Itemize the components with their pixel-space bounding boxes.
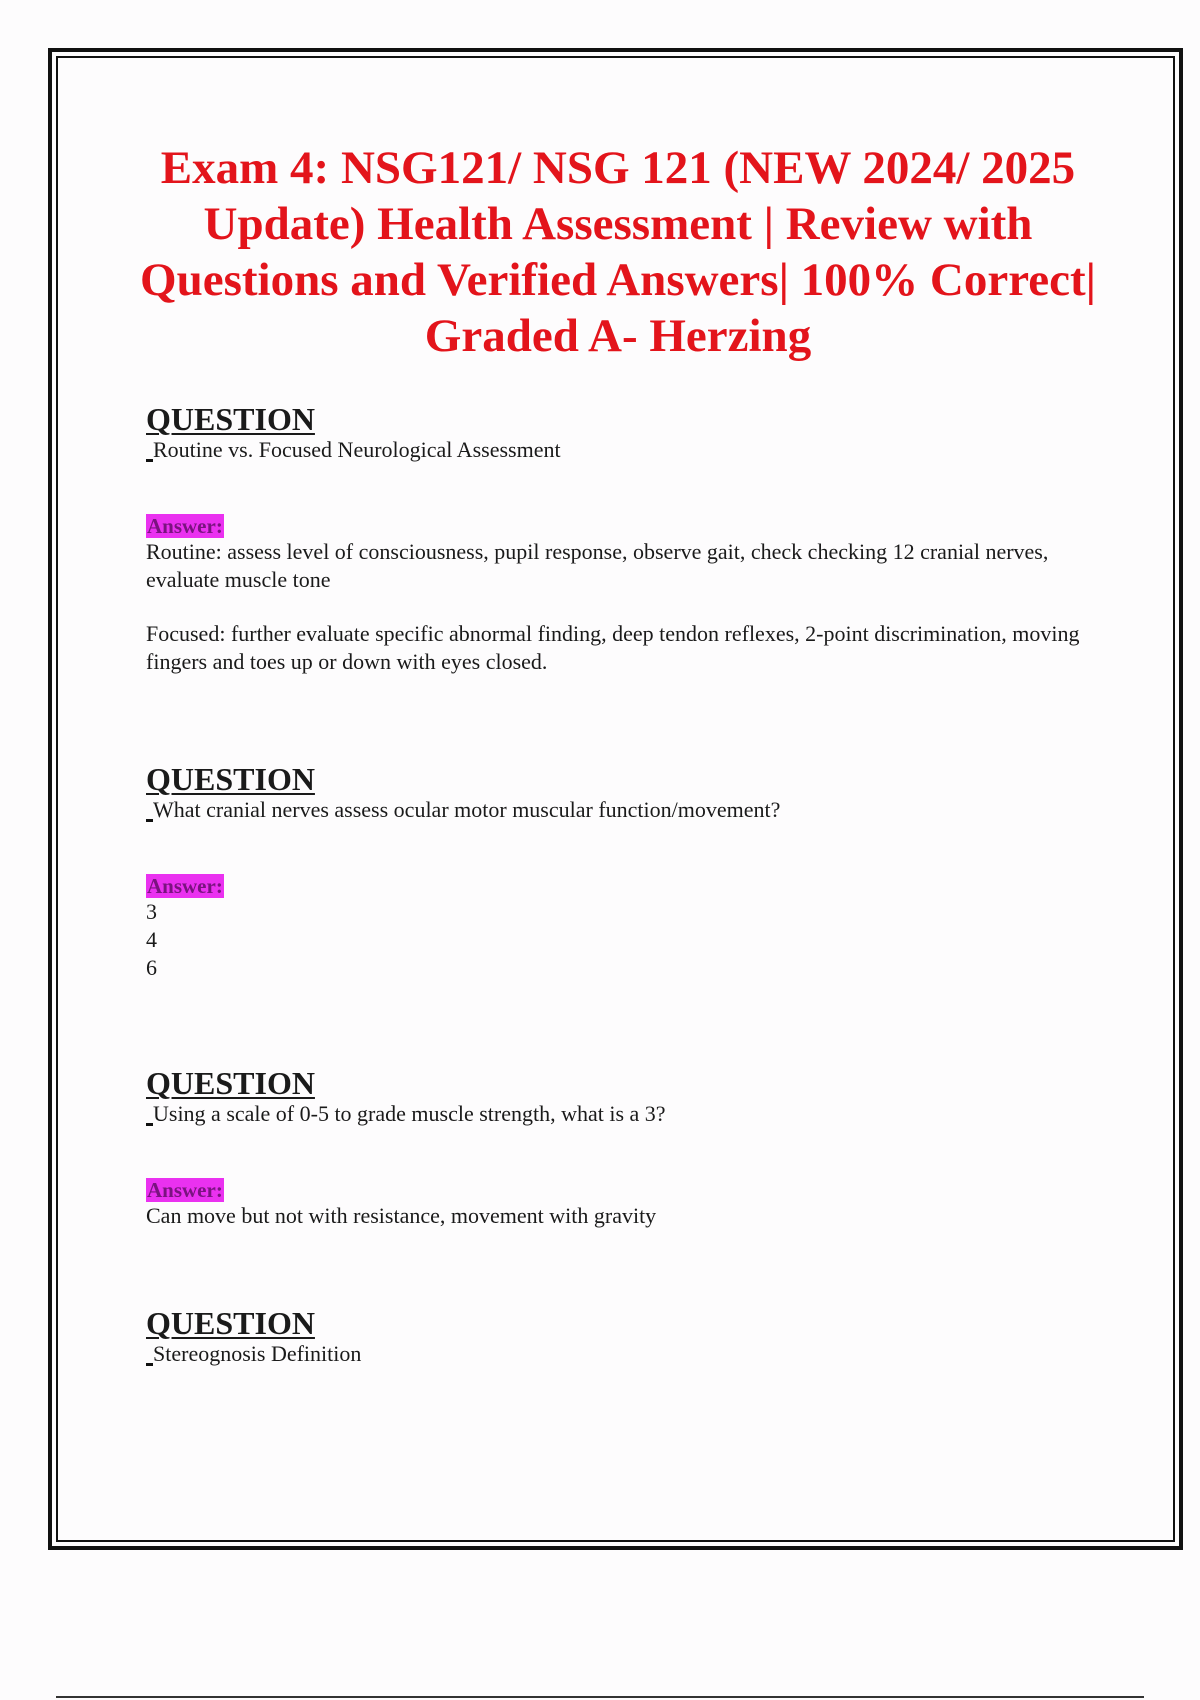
qa-block — [146, 762, 1096, 982]
answer-label: Answer: — [147, 1178, 223, 1202]
answer-label: Answer: — [147, 514, 223, 538]
document-content — [140, 140, 1096, 1368]
document-title: Exam 4: NSG121/ NSG 121 (NEW 2024/ 2025 Update) Health Assessment | Review with Questions and Verified Answers| 100% Correct| Graded A- Herzing — [140, 142, 1096, 362]
answer-text: 3 — [146, 899, 157, 924]
question-heading: QUESTION — [146, 1065, 315, 1101]
question-heading: QUESTION — [146, 401, 315, 437]
question-text: Stereognosis Definition — [146, 1340, 1096, 1368]
footer-divider — [56, 1696, 1144, 1698]
question-heading: QUESTION — [146, 1305, 315, 1341]
answer-text: 4 — [146, 927, 157, 952]
answer-text: 6 — [146, 955, 157, 980]
question-text: Routine vs. Focused Neurological Assessment — [146, 436, 1096, 464]
qa-block — [146, 402, 1096, 676]
answer-text: Routine: assess level of consciousness, pupil response, observe gait, check checking 12 cranial nerves, evaluate muscle tone — [146, 539, 1049, 592]
question-text: What cranial nerves assess ocular motor muscular function/movement? — [146, 796, 1096, 824]
answer-label: Answer: — [147, 874, 223, 898]
answer-text: Focused: further evaluate specific abnormal finding, deep tendon reflexes, 2-point discrimination, moving fingers and toes up or down with eyes closed. — [146, 621, 1080, 674]
answer-text: Can move but not with resistance, movement with gravity — [146, 1203, 657, 1228]
question-text: Using a scale of 0-5 to grade muscle strength, what is a 3? — [146, 1100, 1096, 1128]
qa-block — [146, 1066, 1096, 1230]
qa-block — [146, 1306, 1096, 1368]
question-heading: QUESTION — [146, 761, 315, 797]
